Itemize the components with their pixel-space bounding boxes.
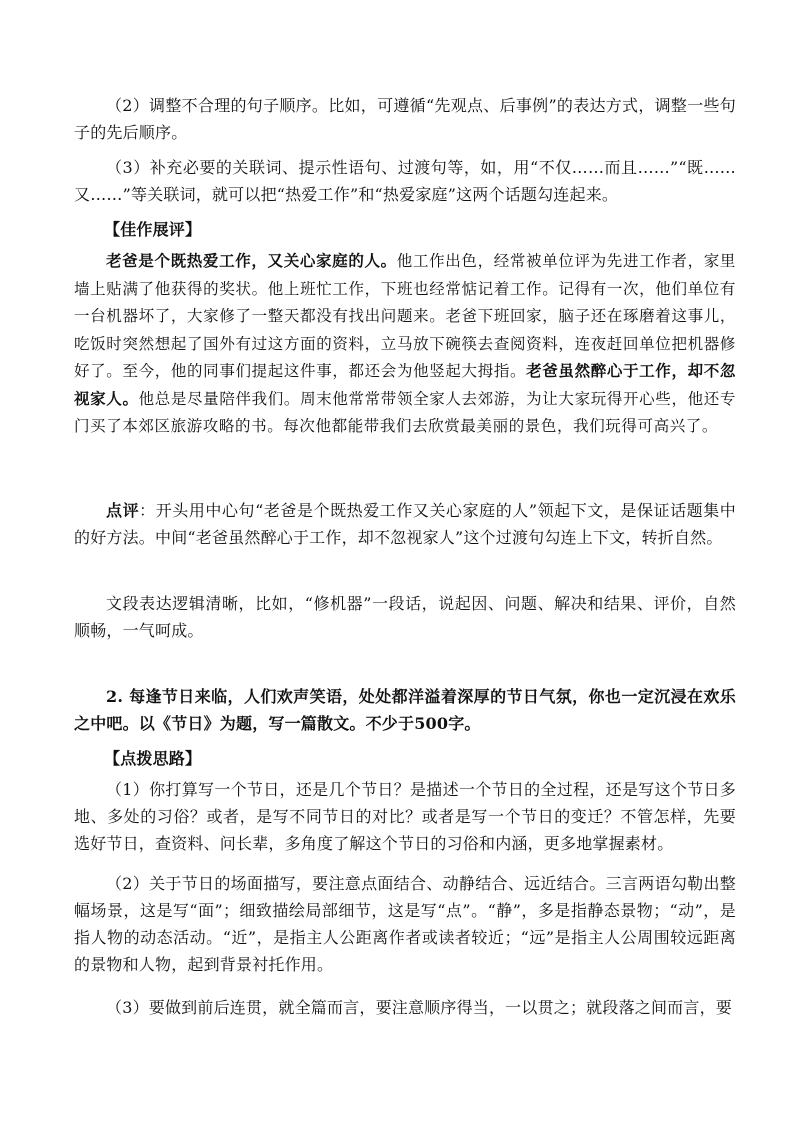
paragraph-item-3: （3）补充必要的关联词、提示性语句、过渡句等，如，用“不仅……而且……”“既……又……”等关联词，就可以把“热爱工作”和“热爱家庭”这两个话题勾连起来。 [74,158,736,204]
essay-body-part1: 他工作出色，经常被单位评为先进工作者，家里墙上贴满了他获得的奖状。他上班忙工作，下班也经常惦记着工作。记得有一次，他们单位有一台机器坏了，大家修了一整天都没有找出问题来。老爸下班回家，脑子还在琢磨着这事儿，吃饭时突然想起了国外有过这方面的资料，立马放下碗筷去查阅资料，连夜赶回单位把机器修好了。至今，他的同事们提起这件事，都还会为他竖起大拇指。 [74,252,736,380]
sample-essay [0,248,794,441]
essay-topic-sentence: 老爸是个既热爱工作，又关心家庭的人。 [106,252,397,270]
heading-showcase: 【佳作展评】 [104,220,202,239]
comment-paragraph [0,497,794,551]
heading-tips: 【点拨思路】 [104,749,202,768]
tip-item-2: （2）关于节日的场面描写，要注意点面结合、动静结合、远近结合。三言两语勾勒出整幅场景，这是写“面”；细致描绘局部细节，这是写“点”。“静”，多是指静态景物；“动”，是指人物的动态活动。“近”，是指主人公距离作者或读者较近；“远”是指主人公周围较远距离的景物和人物，起到背景衬托作用。 [74,874,736,974]
paragraph-item-2: （2）调整不合理的句子顺序。比如，可遵循“先观点、后事例”的表达方式，调整一些句子的先后顺序。 [74,96,736,142]
tip-item-1: （1）你打算写一个节日，还是几个节日？是描述一个节日的全过程，还是写这个节日多地、多处的习俗？或者，是写不同节日的对比？或者是写一个节日的变迁？不管怎样，先要选好节日，查资料、问长辈，多角度了解这个节日的习俗和内涵，更多地掌握素材。 [74,780,736,853]
essay-transition-sentence: 老爸虽然醉心于工作，却不忽视家人。 [74,362,736,408]
question-2-prompt: 2. 每逢节日来临，人们欢声笑语，处处都洋溢着深厚的节日气氛，你也一定沉浸在欢乐之中吧。以《节日》为题，写一篇散文。不少于500字。 [74,687,736,733]
comment-label: 点评 [106,501,140,520]
tip-item-3: （3）要做到前后连贯，就全篇而言，要注意顺序得当，一以贯之；就段落之间而言，要 [106,998,732,1017]
comment-text: ：开头用中心句“老爸是个既热爱工作又关心家庭的人”领起下文，是保证话题集中的好方法。中间“老爸虽然醉心于工作，却不忽视家人”这个过渡句勾连上下文，转折自然。 [74,501,737,547]
essay-body-part2: 他总是尽量陪伴我们。周末他常常带领全家人去郊游，为让大家玩得开心些，他还专门买了本郊区旅游攻略的书。每次他都能带我们去欣赏最美丽的景色，我们玩得可高兴了。 [74,389,736,435]
comment-paragraph-2: 文段表达逻辑清晰，比如，“修机器”一段话，说起因、问题、解决和结果、评价，自然顺畅，一气呵成。 [74,594,736,640]
